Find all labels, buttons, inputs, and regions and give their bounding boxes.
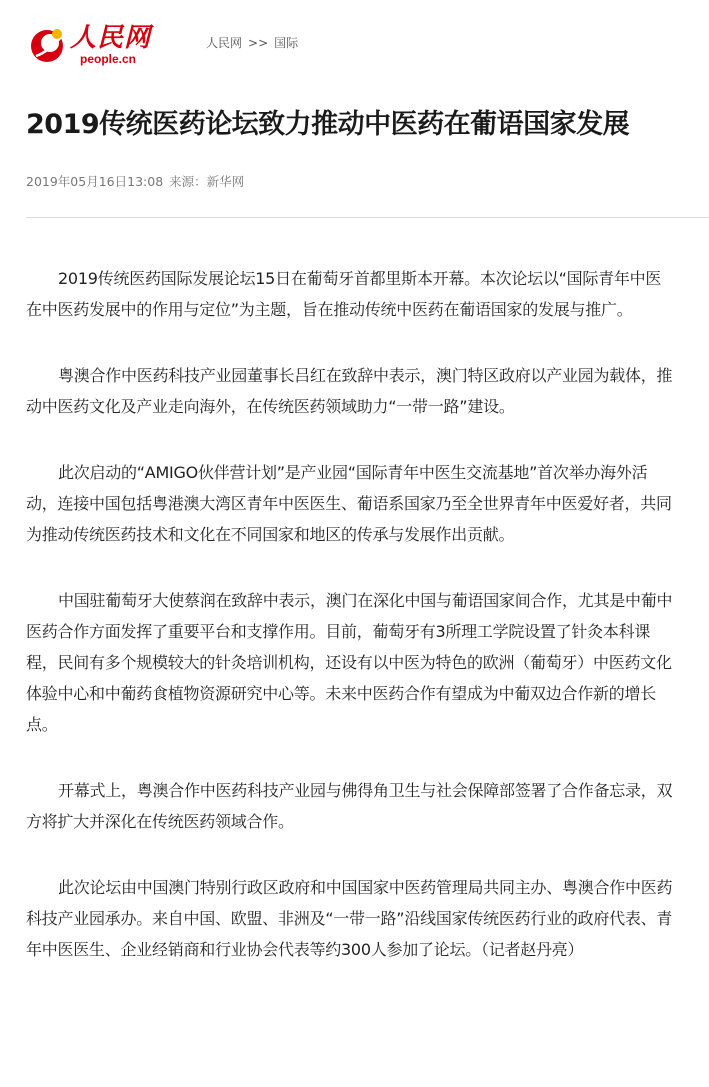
article-body: [26, 263, 674, 1000]
article-title: 2019传统医药论坛致力推动中医药在葡语国家发展: [26, 109, 630, 140]
breadcrumb: [206, 35, 298, 51]
source-link[interactable]: 新华网: [206, 174, 245, 189]
header-divider: [26, 217, 709, 218]
article-paragraph: 2019传统医药国际发展论坛15日在葡萄牙首都里斯本开幕。本次论坛以“国际青年中医在中医药发展中的作用与定位”为主题，旨在推动传统中医药在葡语国家的发展与推广。: [26, 269, 662, 319]
publish-date: 2019年05月16日13:08: [26, 174, 164, 189]
site-header: [28, 22, 688, 72]
article-paragraph: 此次启动的“AMIGO伙伴营计划”是产业园“国际青年中医生交流基地”首次举办海外活动，连接中国包括粤港澳大湾区青年中医医生、葡语系国家乃至全世界青年中医爱好者，共同为推动传统医药技术和文化在不同国家和地区的传承与发展作出贡献。: [26, 463, 672, 544]
article-paragraph: 开幕式上，粤澳合作中医药科技产业园与佛得角卫生与社会保障部签署了合作备忘录，双方将扩大并深化在传统医药领域合作。: [26, 781, 673, 831]
breadcrumb-home-link[interactable]: 人民网: [206, 36, 243, 50]
people-logo-icon: [28, 26, 68, 64]
logo-text-en: people.cn: [80, 52, 137, 66]
breadcrumb-separator: >>: [248, 36, 269, 50]
article-paragraph: 粤澳合作中医药科技产业园董事长吕红在致辞中表示，澳门特区政府以产业园为载体，推动中医药文化及产业走向海外，在传统医药领域助力“一带一路”建设。: [26, 366, 673, 416]
article-paragraph: 中国驻葡萄牙大使蔡润在致辞中表示，澳门在深化中国与葡语国家间合作，尤其是中葡中医药合作方面发挥了重要平台和支撑作用。目前，葡萄牙有3所理工学院设置了针灸本科课程，民间有多个规模较大的针灸培训机构，还设有以中医为特色的欧洲（葡萄牙）中医药文化体验中心和中葡药食植物资源研究中心等。未来中医药合作有望成为中葡双边合作新的增长点。: [26, 591, 673, 734]
source-label: 来源：: [169, 174, 207, 189]
article-meta: [26, 173, 244, 191]
people-cn-logo[interactable]: [28, 22, 178, 68]
article-paragraph: 此次论坛由中国澳门特别行政区政府和中国国家中医药管理局共同主办、粤澳合作中医药科技产业园承办。来自中国、欧盟、非洲及“一带一路”沿线国家传统医药行业的政府代表、青年中医医生、企业经销商和行业协会代表等约300人参加了论坛。（记者赵丹亮）: [26, 878, 673, 959]
breadcrumb-section-link[interactable]: 国际: [274, 36, 299, 50]
logo-text-cn: 人民网: [70, 23, 152, 53]
